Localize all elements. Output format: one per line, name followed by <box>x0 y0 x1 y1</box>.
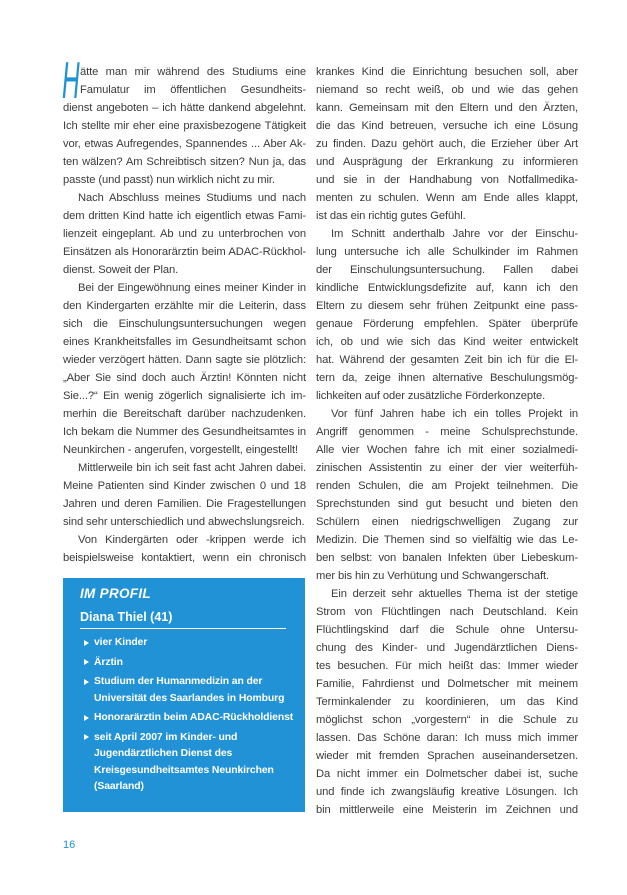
text-line <box>316 99 578 117</box>
text-line-content: tes besuchen. Für mich heißt das: Immer wieder <box>316 660 578 672</box>
text-line <box>316 675 578 693</box>
text-line-content: eines Krankheitsfalles im Gesundheitsamt schon <box>63 336 306 348</box>
text-line <box>316 801 578 819</box>
text-line <box>316 513 578 531</box>
text-line-content: Von Kindergärten oder -krippen werde ich <box>78 534 306 546</box>
profile-item-text: Kreisgesundheitsamtes Neunkirchen <box>94 764 274 776</box>
text-line-content: dienst. Soweit der Plan. <box>63 264 179 276</box>
text-line <box>63 477 306 495</box>
text-line-content: lienzeit eingeplant. Ab und zu unterbrochen von <box>63 228 306 240</box>
text-line <box>63 297 306 315</box>
text-line <box>316 783 578 801</box>
profile-item-text: Honorarärztin beim ADAC-Rückholdienst <box>94 712 294 723</box>
profile-item-line <box>94 655 299 672</box>
profile-heading: IM PROFIL <box>80 586 151 601</box>
triangle-bullet-icon <box>84 734 89 740</box>
text-line <box>63 243 306 261</box>
text-line <box>316 207 578 225</box>
profile-item <box>63 710 305 727</box>
profile-item-line <box>94 691 299 708</box>
text-line <box>63 189 306 207</box>
text-line-content: Bei der Eingewöhnung eines meiner Kinder in <box>78 282 306 294</box>
text-line-content: zu finden. Dazu gehört auch, die Erzieher über Art <box>316 138 578 150</box>
text-line <box>316 603 578 621</box>
profile-item-text: Jugendärztlichen Dienst des <box>94 748 233 759</box>
text-line-content: lichkeiten auf oder zusätzliche Förderkonzepte. <box>316 390 546 402</box>
text-line-content: Da nicht immer ein Dolmetscher dabei ist, suche <box>316 768 578 780</box>
text-line <box>63 315 306 333</box>
text-line-content: mer bis hin zu Verhütung und Schwangerschaft. <box>316 570 550 582</box>
text-line-content: Angriff genommen - meine Schulsprechstunde. <box>316 426 578 438</box>
text-line <box>63 333 306 351</box>
text-line-content: kindliche Entwicklungsdefizite auf, kann ich den <box>316 282 578 294</box>
profile-item <box>63 655 305 672</box>
text-line-content: Flüchtlingskind darf die Schule ohne Untersu- <box>316 624 578 636</box>
profile-name-underline <box>80 628 286 629</box>
text-line <box>316 81 578 99</box>
text-line-content: den Kindergarten erzählte mir die Leiterin, dass <box>63 300 306 312</box>
text-line-content: sich die Einschulungsuntersuchungen wegen <box>63 318 306 330</box>
text-line <box>316 117 578 135</box>
text-line <box>316 297 578 315</box>
text-line-content: Ich bekam die Nummer des Gesundheitsamtes in <box>63 426 306 438</box>
text-line-content: Terminkalender zu koordinieren, um das Kind <box>316 696 578 708</box>
text-line <box>316 423 578 441</box>
profile-item-text: vier Kinder <box>94 637 148 648</box>
text-line-content: Eltern zu diesem sehr frühen Zeitpunkt eine pass- <box>316 300 578 312</box>
text-line-content: ben selbst: von banalen Infekten über Liebeskum- <box>316 552 578 564</box>
text-line-content: Jahren und deren Familien. Die Fragestellungen <box>63 498 306 510</box>
text-line <box>63 261 306 279</box>
text-line-content: der Einschulungsuntersuchung. Fallen dabei <box>316 264 578 276</box>
text-line-content: merhin die Bereitschaft darüber nachzudenken. <box>63 408 306 420</box>
text-line-content: und sie in der Handhabung von Notfallmedika- <box>316 174 578 186</box>
text-line <box>63 549 306 567</box>
text-line <box>63 351 306 369</box>
profile-item-line <box>94 674 299 691</box>
text-line-content: renden Schulen, die am Projekt teilnehmen. Die <box>316 480 578 492</box>
text-line-content: Sprechstunden sind gut besucht und bieten den <box>316 498 578 510</box>
text-line <box>63 495 306 513</box>
text-line-content: ätte man mir während des Studiums eine <box>80 66 306 78</box>
text-line <box>316 369 578 387</box>
profile-list <box>63 635 305 799</box>
text-line <box>316 585 578 603</box>
profile-item-line <box>94 730 299 747</box>
text-line <box>63 135 306 153</box>
paragraph <box>63 459 306 531</box>
text-line-content: Vor fünf Jahren habe ich ein tolles Projekt in <box>331 408 578 420</box>
profile-item-text: Studium der Humanmedizin an der <box>94 676 263 687</box>
text-line-content: ist das ein richtig gutes Gefühl. <box>316 210 466 222</box>
text-line <box>316 621 578 639</box>
text-line <box>63 171 306 189</box>
drop-cap: H <box>62 52 80 110</box>
text-line-content: ich, ob und wie sich das Kind weiter entwickelt <box>316 336 578 348</box>
profile-item-line <box>94 710 299 727</box>
text-line-content: Familie, Fahrdienst und Dolmetscher mit meinem <box>316 678 578 690</box>
profile-item-text: (Saarland) <box>94 781 144 792</box>
text-line-content: dienst angeboten – ich hätte dankend abgelehnt. <box>63 102 306 114</box>
text-line-content: niemand so recht weiß, ob und wie das gehen <box>316 84 578 96</box>
triangle-bullet-icon <box>84 640 89 646</box>
right-text-column <box>316 63 578 819</box>
text-line-content: lung untersuche ich alle Schulkinder im Rahmen <box>316 246 578 258</box>
text-line <box>63 63 306 81</box>
text-line-content: Schülern einen niedrigschwelligen Zugang zur <box>316 516 578 528</box>
paragraph <box>316 63 578 225</box>
text-line-content: lassen. Das Schöne daran: Ich muss mich immer <box>316 732 578 744</box>
text-line <box>316 747 578 765</box>
text-line <box>316 639 578 657</box>
text-line-content: Meine Patienten sind Kinder zwischen 0 und 18 <box>63 480 306 492</box>
text-line-content: Sie...?“ Ein wenig zögerlich signalisierte ich im- <box>63 390 306 402</box>
profile-item <box>63 730 305 796</box>
text-line <box>63 99 306 117</box>
text-line <box>63 513 306 531</box>
text-line <box>316 243 578 261</box>
text-line <box>316 153 578 171</box>
text-line-content: Im Schnitt anderthalb Jahre vor der Einschu- <box>331 228 578 240</box>
text-line <box>316 405 578 423</box>
text-line <box>63 531 306 549</box>
profile-name: Diana Thiel (41) <box>80 610 173 624</box>
text-line <box>316 459 578 477</box>
text-line-content: Neunkirchen - angerufen, vorgestellt, eingestellt! <box>63 444 299 456</box>
text-line <box>316 441 578 459</box>
text-line-content: kann. Gemeinsam mit den Eltern und den Ärzten, <box>316 102 578 114</box>
text-line-content: Mittlerweile bin ich seit fast acht Jahren dabei. <box>78 462 306 474</box>
text-line-content: sind sehr unterschiedlich und abwechslungsreich. <box>63 516 305 528</box>
text-line <box>63 405 306 423</box>
text-line <box>316 729 578 747</box>
text-line-content: beispielsweise kontaktiert, wenn ein chronisch <box>63 552 306 564</box>
left-text-column <box>63 63 306 567</box>
text-line-content: bin mittlerweile eine Meisterin im Zeichnen und <box>316 804 578 816</box>
profile-item-line <box>94 763 299 780</box>
profile-box <box>63 578 305 812</box>
text-line-content: ten wälzen? Am Schreibtisch sitzen? Nun ja, das <box>63 156 306 168</box>
triangle-bullet-icon <box>84 715 89 721</box>
profile-item-line <box>94 746 299 763</box>
text-line <box>63 117 306 135</box>
text-line <box>63 423 306 441</box>
text-line <box>316 387 578 405</box>
profile-item <box>63 674 305 707</box>
text-line <box>316 63 578 81</box>
text-line <box>63 387 306 405</box>
paragraph <box>316 405 578 585</box>
text-line-content: Ein derzeit sehr aktuelles Thema ist der stetige <box>331 588 578 600</box>
paragraph <box>63 279 306 459</box>
text-line <box>316 711 578 729</box>
paragraph <box>63 189 306 279</box>
text-line-content: hat. Während der gesamten Zeit bin ich für die El- <box>316 354 578 366</box>
profile-item-line <box>94 635 299 652</box>
text-line-content: menten zu schulen. Wenn am Ende alles klappt, <box>316 192 578 204</box>
text-line-content: passte (und passt) nun wirklich nicht zu mir. <box>63 174 275 186</box>
text-line <box>316 765 578 783</box>
text-line <box>316 261 578 279</box>
text-line-content: krankes Kind die Einrichtung besuchen soll, aber <box>316 66 578 78</box>
text-line-content: Nach Abschluss meines Studiums und nach <box>78 192 306 204</box>
text-line <box>63 225 306 243</box>
text-line <box>316 351 578 369</box>
text-line-content: Ich stellte mir eher eine praxisbezogene Tätigkeit <box>63 120 306 132</box>
text-line <box>63 279 306 297</box>
text-line <box>63 207 306 225</box>
triangle-bullet-icon <box>84 679 89 685</box>
text-line-content: Alle vier Wochen fahre ich mit einer sozialmedi- <box>316 444 578 456</box>
text-line <box>316 315 578 333</box>
text-line <box>316 189 578 207</box>
text-line <box>316 333 578 351</box>
paragraph <box>63 531 306 567</box>
text-line <box>63 81 306 99</box>
text-line-content: chung des Kinder- und Jugendärztlichen Diens- <box>316 642 578 654</box>
profile-item-text: seit April 2007 im Kinder- und <box>94 731 238 743</box>
text-line-content: Famulatur im öffentlichen Gesundheits- <box>80 84 306 96</box>
text-line-content: dem dritten Kind hatte ich eigentlich etwas Fami- <box>63 210 306 222</box>
text-line <box>316 549 578 567</box>
text-line <box>316 171 578 189</box>
text-line <box>316 477 578 495</box>
text-line <box>63 153 306 171</box>
text-line <box>316 531 578 549</box>
text-line-content: Medizin. Die Themen sind so vielfältig wie das Le- <box>316 534 578 546</box>
text-line <box>63 441 306 459</box>
text-line-content: tern da, zeige ihnen alternative Beschulungsmög- <box>316 372 578 384</box>
paragraph <box>316 225 578 405</box>
text-line <box>63 369 306 387</box>
triangle-bullet-icon <box>84 659 89 665</box>
text-line <box>316 567 578 585</box>
text-line <box>316 693 578 711</box>
text-line-content: Einsätzen als Honorarärztin beim ADAC-Rückhol- <box>63 246 306 258</box>
text-line-content: und Ausprägung der Erkrankung zu informieren <box>316 156 578 168</box>
text-line-content: Strom von Flüchtlingen nach Deutschland. Kein <box>316 606 578 618</box>
text-line-content: die das Kind betreuen, versuche ich eine Lösung <box>316 120 578 132</box>
text-line <box>63 459 306 477</box>
text-line-content: zinischen Assistentin zu einer der vier weiterfüh- <box>316 462 578 474</box>
text-line-content: genaue Förderung empfehlen. Später überprüfe <box>316 318 578 330</box>
text-line <box>316 657 578 675</box>
text-line <box>316 495 578 513</box>
text-line-content: und finde ich zwangsläufig kreative Lösungen. Ich <box>316 786 578 798</box>
text-line <box>316 135 578 153</box>
text-line-content: wieder verzögert hätten. Dann sagte sie plötzlich: <box>63 354 306 366</box>
text-line <box>316 225 578 243</box>
text-line-content: möglichst schon „vorgestern“ in die Schule zu <box>316 714 578 726</box>
text-line-content: wieder mit fremden Sprachen auseinandersetzen. <box>316 750 578 762</box>
page-number: 16 <box>63 839 76 851</box>
profile-item-text: Ärztin <box>94 656 123 668</box>
paragraph <box>316 585 578 819</box>
profile-item <box>63 635 305 652</box>
text-line-content: vor, etwas Aufregendes, Spannendes ... Aber Ak- <box>63 138 306 150</box>
text-line-content: „Aber Sie sind doch auch Ärztin! Könnten nicht <box>63 372 306 384</box>
text-line <box>316 279 578 297</box>
profile-item-text: Universität des Saarlandes in Homburg <box>94 692 285 704</box>
profile-item-line <box>94 779 299 796</box>
paragraph <box>63 63 306 189</box>
